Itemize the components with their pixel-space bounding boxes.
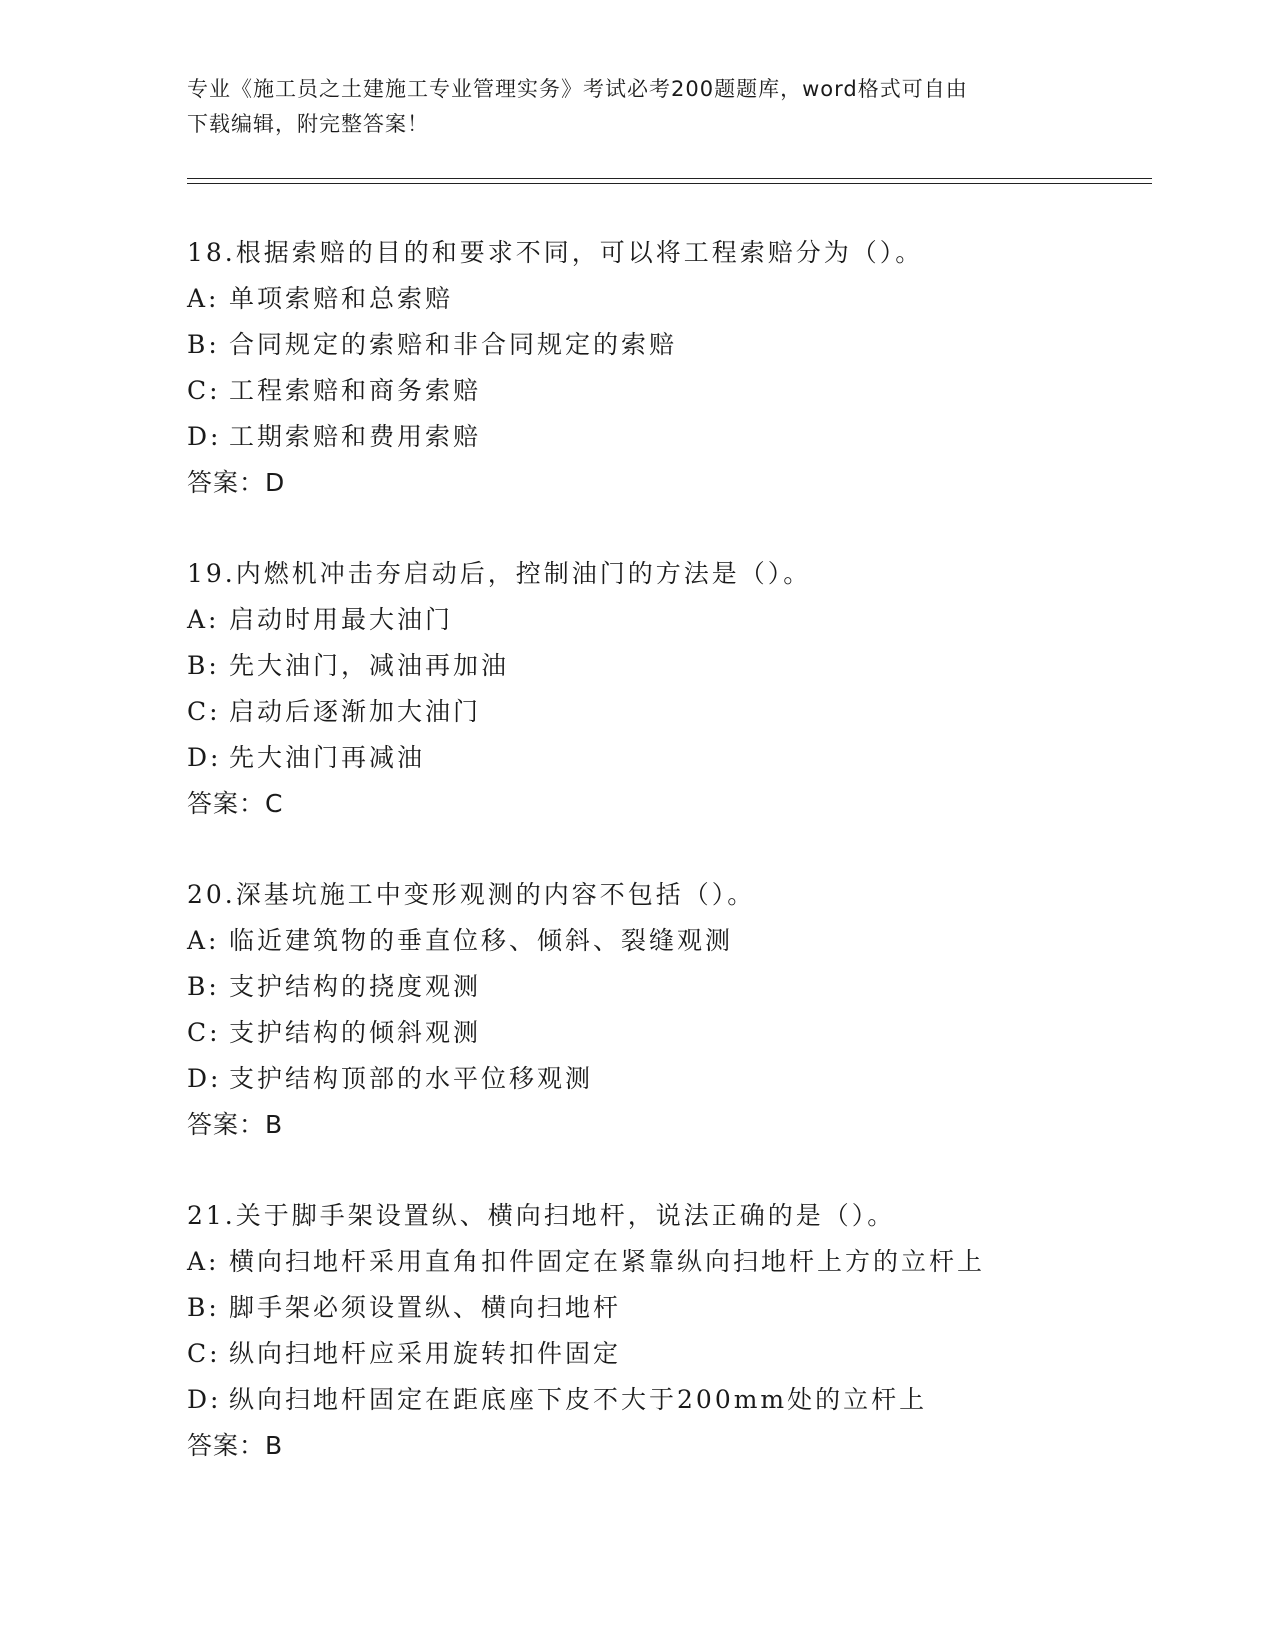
header-divider-top <box>187 178 1152 179</box>
option-text: 启动时用最大油门 <box>229 605 454 634</box>
option-label: D: <box>187 422 222 451</box>
answer-line: 答案：B <box>187 1110 284 1139</box>
option-b <box>187 1285 1147 1331</box>
answer-line: 答案：C <box>187 789 284 818</box>
option-d <box>187 735 1147 781</box>
option-text: 脚手架必须设置纵、横向扫地杆 <box>229 1293 622 1322</box>
option-d <box>187 1377 1147 1423</box>
question-stem: 20.深基坑施工中变形观测的内容不包括（）。 <box>187 880 756 909</box>
option-label: C: <box>187 376 221 405</box>
header-divider-bottom <box>187 183 1152 184</box>
option-label: D: <box>187 1385 222 1414</box>
option-label: C: <box>187 1339 221 1368</box>
option-label: C: <box>187 697 221 726</box>
question-21 <box>187 1193 1147 1469</box>
option-text: 纵向扫地杆应采用旋转扣件固定 <box>229 1339 622 1368</box>
option-label: B: <box>187 330 220 359</box>
option-a <box>187 1239 1147 1285</box>
header-line-1: 专业《施工员之土建施工专业管理实务》考试必考200题题库，word格式可自由 <box>187 77 968 101</box>
option-c <box>187 368 1147 414</box>
option-label: A: <box>187 605 220 634</box>
option-text: 先大油门再减油 <box>229 743 426 772</box>
option-c <box>187 1010 1147 1056</box>
option-label: B: <box>187 972 220 1001</box>
option-label: A: <box>187 1247 220 1276</box>
question-stem: 21.关于脚手架设置纵、横向扫地杆，说法正确的是（）。 <box>187 1201 896 1230</box>
answer-line: 答案：D <box>187 468 286 497</box>
option-a <box>187 597 1147 643</box>
option-text: 合同规定的索赔和非合同规定的索赔 <box>229 330 678 359</box>
option-text: 临近建筑物的垂直位移、倾斜、裂缝观测 <box>229 926 734 955</box>
option-a <box>187 918 1147 964</box>
option-a <box>187 276 1147 322</box>
option-c <box>187 689 1147 735</box>
question-18 <box>187 230 1147 506</box>
option-text: 先大油门，减油再加油 <box>229 651 510 680</box>
option-b <box>187 643 1147 689</box>
option-text: 支护结构的挠度观测 <box>229 972 482 1001</box>
header-line-2: 下载编辑，附完整答案！ <box>187 112 429 136</box>
option-label: B: <box>187 651 220 680</box>
option-b <box>187 964 1147 1010</box>
question-20 <box>187 872 1147 1148</box>
option-c <box>187 1331 1147 1377</box>
answer-line: 答案：B <box>187 1431 284 1460</box>
option-label: D: <box>187 1064 222 1093</box>
option-label: B: <box>187 1293 220 1322</box>
option-text: 支护结构顶部的水平位移观测 <box>229 1064 594 1093</box>
option-text: 工期索赔和费用索赔 <box>229 422 482 451</box>
option-b <box>187 322 1147 368</box>
document-header <box>187 72 1087 142</box>
option-label: D: <box>187 743 222 772</box>
option-text: 启动后逐渐加大油门 <box>229 697 482 726</box>
option-text: 支护结构的倾斜观测 <box>229 1018 482 1047</box>
option-d <box>187 414 1147 460</box>
question-list <box>187 230 1147 1514</box>
option-d <box>187 1056 1147 1102</box>
question-stem: 18.根据索赔的目的和要求不同，可以将工程索赔分为（）。 <box>187 238 924 267</box>
question-19 <box>187 551 1147 827</box>
option-label: A: <box>187 926 220 955</box>
option-label: C: <box>187 1018 221 1047</box>
option-text: 单项索赔和总索赔 <box>229 284 454 313</box>
option-label: A: <box>187 284 220 313</box>
option-text: 纵向扫地杆固定在距底座下皮不大于200mm处的立杆上 <box>229 1385 928 1414</box>
option-text: 工程索赔和商务索赔 <box>229 376 482 405</box>
question-stem: 19.内燃机冲击夯启动后，控制油门的方法是（）。 <box>187 559 812 588</box>
option-text: 横向扫地杆采用直角扣件固定在紧靠纵向扫地杆上方的立杆上 <box>229 1247 986 1276</box>
